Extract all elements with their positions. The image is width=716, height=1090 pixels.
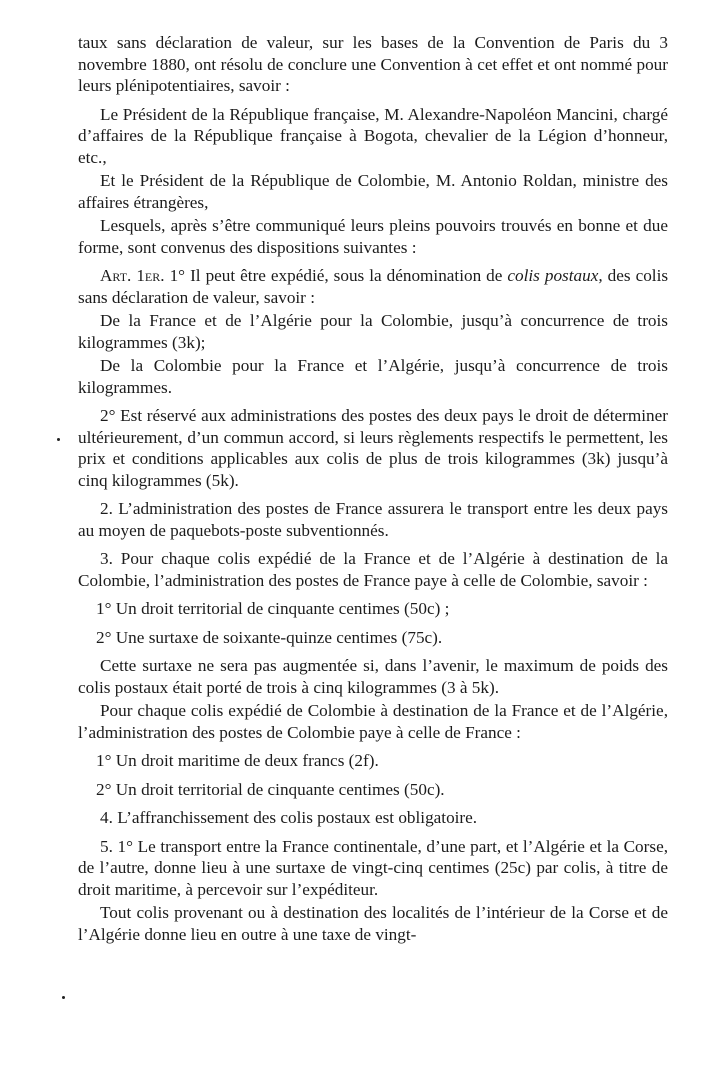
- paragraph-french-plenipotentiary: Le Président de la République française, M. Alexandre-Napoléon Mancini, chargé d’affaires de la République française à Bogota, chevalier de la Légion d’honneur, etc.,: [78, 104, 668, 167]
- paragraph-colombia-payments: Pour chaque colis expédié de Colombie à destination de la France et de l’Algérie, l’administration des postes de Colombie paye à celle de France :: [78, 701, 668, 742]
- article-3: 3. Pour chaque colis expédié de la France et de l’Algérie à destination de la Colombie, l’administration des postes de France paye à celle de Colombie, savoir :: [78, 549, 668, 590]
- document-page: [78, 32, 668, 952]
- margin-speck: [57, 438, 60, 441]
- paragraph-france-to-colombia: De la France et de l’Algérie pour la Colombie, jusqu’à concurrence de trois kilogrammes (3k);: [78, 311, 668, 352]
- paragraph-colombia-to-france: De la Colombie pour la France et l’Algérie, jusqu’à concurrence de trois kilogrammes.: [78, 356, 668, 397]
- list-item-territorial-fee: 1° Un droit territorial de cinquante centimes (50c) ;: [96, 599, 450, 618]
- article-4: 4. L’affranchissement des colis postaux est obligatoire.: [100, 808, 478, 827]
- paragraph-article-1-section-2: 2° Est réservé aux administrations des postes des deux pays le droit de déterminer ultérieurement, d’un commun accord, si leurs règlements respectifs le permettent, les prix et conditions applicables aux colis de plus de trois kilogrammes (3k) jusqu’à cinq kilogrammes (5k).: [78, 406, 668, 490]
- article-2: 2. L’administration des postes de France assurera le transport entre les deux pays au moyen de paquebots-poste subventionnés.: [78, 499, 668, 540]
- article-1: [78, 265, 668, 308]
- list-item-territorial-fee-2: 2° Un droit territorial de cinquante centimes (50c).: [96, 779, 445, 799]
- article-1-text-b: des colis sans déclaration de valeur, savoir :: [78, 266, 669, 307]
- article-1-number: 1°: [169, 266, 186, 285]
- article-1-label: Art. 1er.: [100, 266, 165, 285]
- margin-speck: [62, 996, 65, 999]
- list-item-maritime-fee: 1° Un droit maritime de deux francs (2f).: [96, 751, 379, 770]
- article-1-italic-term: colis postaux,: [507, 266, 603, 285]
- paragraph-preamble-end: taux sans déclaration de valeur, sur les bases de la Convention de Paris du 3 novembre 1880, ont résolu de conclure une Convention à cet effet et ont nommé pour leurs plénipotentiaires, savoir :: [78, 33, 668, 95]
- list-item-surtax: 2° Une surtaxe de soixante-quinze centimes (75c).: [96, 627, 443, 647]
- paragraph-colombian-plenipotentiary: Et le Président de la République de Colombie, M. Antonio Roldan, ministre des affaires étrangères,: [78, 171, 668, 212]
- paragraph-corsica-algeria-tax: Tout colis provenant ou à destination des localités de l’intérieur de la Corse et de l’Algérie donne lieu en outre à une taxe de vingt-: [78, 903, 668, 944]
- article-5: 5. 1° Le transport entre la France continentale, d’une part, et l’Algérie et la Corse, de l’autre, donne lieu à une surtaxe de vingt-cinq centimes (25c) par colis, à titre de droit maritime, à percevoir sur l’expéditeur.: [78, 836, 668, 899]
- article-1-text-a: Il peut être expédié, sous la dénomination de: [190, 266, 503, 285]
- paragraph-surtax-condition: Cette surtaxe ne sera pas augmentée si, dans l’avenir, le maximum de poids des colis postaux était porté de trois à cinq kilogrammes (3 à 5k).: [78, 656, 668, 697]
- paragraph-agreement: Lesquels, après s’être communiqué leurs pleins pouvoirs trouvés en bonne et due forme, sont convenus des dispositions suivantes :: [78, 216, 668, 257]
